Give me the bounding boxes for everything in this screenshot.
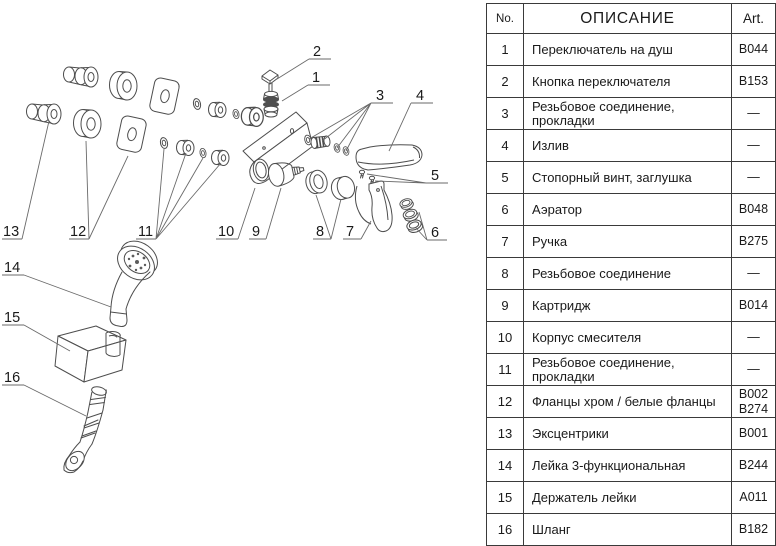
callout-10: 10 xyxy=(218,224,235,240)
cell-no: 3 xyxy=(487,98,524,130)
table-row xyxy=(487,66,776,98)
cell-art: — xyxy=(732,322,776,354)
part-shower-head xyxy=(110,234,164,326)
cell-art: B044 xyxy=(732,34,776,66)
cell-art: B275 xyxy=(732,226,776,258)
cell-desc: Стопорный винт, заглушка xyxy=(524,162,732,194)
table-row xyxy=(487,482,776,514)
cell-no: 9 xyxy=(487,290,524,322)
cell-desc: Эксцентрики xyxy=(524,418,732,450)
part-rings xyxy=(304,168,357,201)
table-row xyxy=(487,130,776,162)
part-spout xyxy=(356,145,422,170)
cell-no: 16 xyxy=(487,514,524,546)
table-row xyxy=(487,386,776,418)
table-row xyxy=(487,514,776,546)
cell-desc: Резьбовое соединение xyxy=(524,258,732,290)
cell-no: 7 xyxy=(487,226,524,258)
cell-desc: Резьбовое соединение, прокладки xyxy=(524,98,732,130)
callout-5: 5 xyxy=(431,168,440,184)
col-header-no: No. xyxy=(487,4,524,34)
table-row xyxy=(487,290,776,322)
cell-no: 10 xyxy=(487,322,524,354)
table-row xyxy=(487,162,776,194)
cell-desc: Резьбовое соединение, прокладки xyxy=(524,354,732,386)
table-header-row xyxy=(487,4,776,34)
callout-7: 7 xyxy=(346,224,355,240)
table-row xyxy=(487,418,776,450)
part-diverter-button xyxy=(262,70,279,117)
table-row xyxy=(487,34,776,66)
callout-12: 12 xyxy=(70,224,87,240)
cell-no: 8 xyxy=(487,258,524,290)
cell-art: — xyxy=(732,258,776,290)
table-row xyxy=(487,226,776,258)
callout-15: 15 xyxy=(4,310,21,326)
cell-art: — xyxy=(732,162,776,194)
cell-no: 2 xyxy=(487,66,524,98)
cell-desc: Шланг xyxy=(524,514,732,546)
cell-no: 5 xyxy=(487,162,524,194)
cell-art: B244 xyxy=(732,450,776,482)
cell-desc: Держатель лейки xyxy=(524,482,732,514)
parts-table xyxy=(486,3,775,546)
cell-art: — xyxy=(732,98,776,130)
table-row xyxy=(487,258,776,290)
callout-14: 14 xyxy=(4,260,21,276)
cell-no: 4 xyxy=(487,130,524,162)
cell-art: — xyxy=(732,354,776,386)
cell-no: 11 xyxy=(487,354,524,386)
cell-no: 12 xyxy=(487,386,524,418)
cell-no: 15 xyxy=(487,482,524,514)
callout-9: 9 xyxy=(252,224,261,240)
cell-art: A011 xyxy=(732,482,776,514)
callout-3: 3 xyxy=(376,88,385,104)
cell-desc: Переключатель на душ xyxy=(524,34,732,66)
col-header-art: Art. xyxy=(732,4,776,34)
cell-desc: Лейка 3-функциональная xyxy=(524,450,732,482)
part-handle xyxy=(355,181,392,232)
cell-art: B182 xyxy=(732,514,776,546)
cell-art: B002 B274 xyxy=(732,386,776,418)
cell-art: B014 xyxy=(732,290,776,322)
table-row xyxy=(487,354,776,386)
callout-2: 2 xyxy=(313,44,322,60)
cell-art: B153 xyxy=(732,66,776,98)
cell-desc: Фланцы хром / белые фланцы xyxy=(524,386,732,418)
table-row xyxy=(487,450,776,482)
cell-no: 1 xyxy=(487,34,524,66)
cell-art: B001 xyxy=(732,418,776,450)
col-header-desc: ОПИСАНИЕ xyxy=(524,4,732,34)
cell-desc: Излив xyxy=(524,130,732,162)
cell-desc: Аэратор xyxy=(524,194,732,226)
cell-art: B048 xyxy=(732,194,776,226)
cell-no: 6 xyxy=(487,194,524,226)
cell-art: — xyxy=(732,130,776,162)
callout-8: 8 xyxy=(316,224,325,240)
part-hose xyxy=(62,385,107,474)
table-row xyxy=(487,194,776,226)
callout-13: 13 xyxy=(3,224,20,240)
callout-1: 1 xyxy=(312,70,321,86)
cell-desc: Ручка xyxy=(524,226,732,258)
part-holder xyxy=(55,326,126,382)
table-row xyxy=(487,322,776,354)
cell-desc: Кнопка переключателя xyxy=(524,66,732,98)
cell-desc: Корпус смесителя xyxy=(524,322,732,354)
callout-4: 4 xyxy=(416,88,425,104)
cell-no: 13 xyxy=(487,418,524,450)
parts-table-body xyxy=(487,34,776,546)
cell-desc: Картридж xyxy=(524,290,732,322)
callout-6: 6 xyxy=(431,225,440,241)
cell-no: 14 xyxy=(487,450,524,482)
callout-11: 11 xyxy=(138,224,154,240)
callout-16: 16 xyxy=(4,370,21,386)
table-row xyxy=(487,98,776,130)
